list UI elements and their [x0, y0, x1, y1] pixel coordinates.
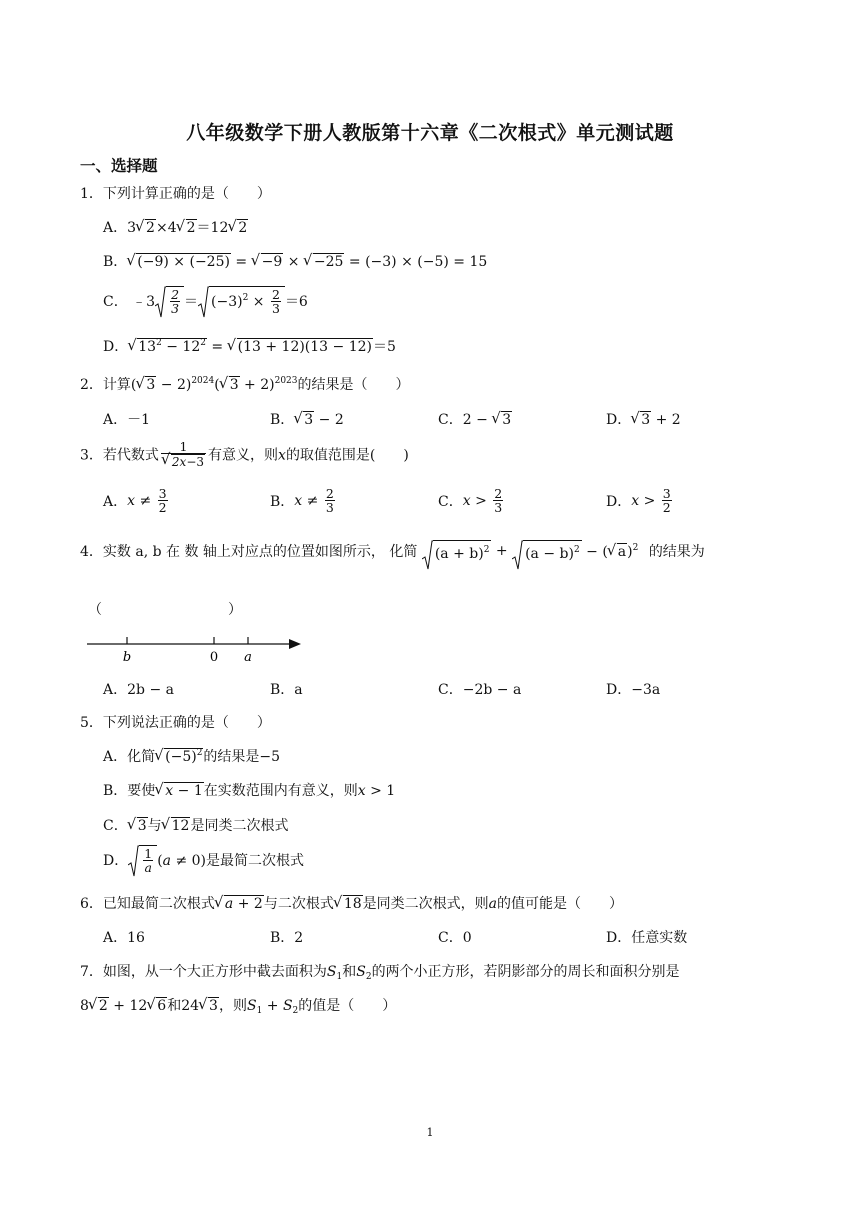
- arrow-icon: [289, 639, 301, 649]
- question-3-option-d: D．x > $\frac{3}{2}$: [606, 486, 671, 515]
- question-6-option-d: D．任意实数: [606, 930, 688, 946]
- question-6-option-a: A．16: [103, 930, 145, 946]
- question-4-option-b: B．a: [270, 682, 303, 698]
- question-4-option-c: C．−2b − a: [438, 682, 522, 698]
- question-2-stem: 2．计算(√ 3 − 2)$^{2024}$(√ 3 + 2)$^{2023}$的结果是（ ）: [80, 374, 410, 394]
- page-number: 1: [426, 1126, 434, 1139]
- question-3-option-c: C．x > $\frac{2}{3}$: [438, 486, 503, 515]
- axis-label-zero: 0: [209, 650, 219, 665]
- question-3-stem: 3．若代数式 1 √ 2x−3 有意义，则x的取值范围是( ): [80, 440, 409, 474]
- question-1-option-c: C． ﹣3 $\frac{2}{3}$ ＝ $(-3)^2$ × $\frac{2}{3}$ ＝6: [103, 287, 308, 316]
- question-3-option-b: B．x ≠ $\frac{2}{3}$: [270, 486, 334, 515]
- axis-label-a: a: [244, 650, 252, 665]
- question-2-option-d: D．√ 3 + 2: [606, 409, 681, 429]
- question-6-option-b: B．2: [270, 930, 304, 946]
- question-2-option-b: B．√ 3 − 2: [270, 409, 344, 429]
- number-line-figure: [85, 630, 305, 666]
- question-1-option-b: B．√ (−9) × (−25) = √ −9 × √ −25 = (−3) × (−5) = 15: [103, 251, 487, 271]
- question-7-stem-line-1: 7．如图，从一个大正方形中截去面积为$S_1$和$S_2$的两个小正方形，若阴影部分的周长和面积分别是: [80, 964, 680, 982]
- question-6-option-c: C．0: [438, 930, 472, 946]
- question-5-stem: 5．下列说法正确的是（ ）: [80, 715, 271, 731]
- question-1-stem: 1．下列计算正确的是（ ）: [80, 186, 271, 202]
- question-4-stem: 4．实数 a, b 在 数 轴上对应点的位置如图所示， 化简 $(a + b)^2$ + $(a - b)^2$ − (√ a)$^2$ 的结果为: [80, 540, 705, 576]
- question-5-option-d: D． $\frac{1}{a}$ (a ≠ 0)是最简二次根式: [103, 846, 305, 875]
- question-4-answer-parenthesis: （ ）: [88, 602, 242, 618]
- axis-label-b: b: [122, 650, 132, 665]
- question-5-option-b: B．要使√ x − 1在实数范围内有意义，则x > 1: [103, 780, 395, 800]
- question-6-stem: 6．已知最简二次根式√ a + 2与二次根式√ 18是同类二次根式，则a的值可能是（ ）: [80, 893, 623, 913]
- question-3-option-a: A．x ≠ $\frac{3}{2}$: [103, 486, 167, 515]
- question-4-option-a: A．2b − a: [103, 682, 174, 698]
- question-2-option-c: C．2 − √ 3: [438, 409, 512, 429]
- question-4-option-d: D．−3a: [606, 682, 661, 698]
- question-5-option-a: A．化简√ $(-5)^2$的结果是−5: [103, 746, 280, 766]
- section-heading: 一、选择题: [80, 157, 158, 175]
- question-2-option-a: A．－1: [103, 412, 151, 428]
- page-title: 八年级数学下册人教版第十六章《二次根式》单元测试题: [186, 122, 674, 144]
- question-1-option-d: D．√ $13^2 - 12^2$ = √ (13 + 12)(13 − 12)＝5: [103, 336, 396, 356]
- question-7-stem-line-2: 8√ 2 + 12√ 6和24√ 3，则$S_1 + S_2$的值是（ ）: [80, 995, 396, 1015]
- question-5-option-c: C．√ 3与√ 12是同类二次根式: [103, 815, 288, 835]
- question-1-option-a: A．3√ 2×4√ 2＝12√ 2: [103, 217, 248, 237]
